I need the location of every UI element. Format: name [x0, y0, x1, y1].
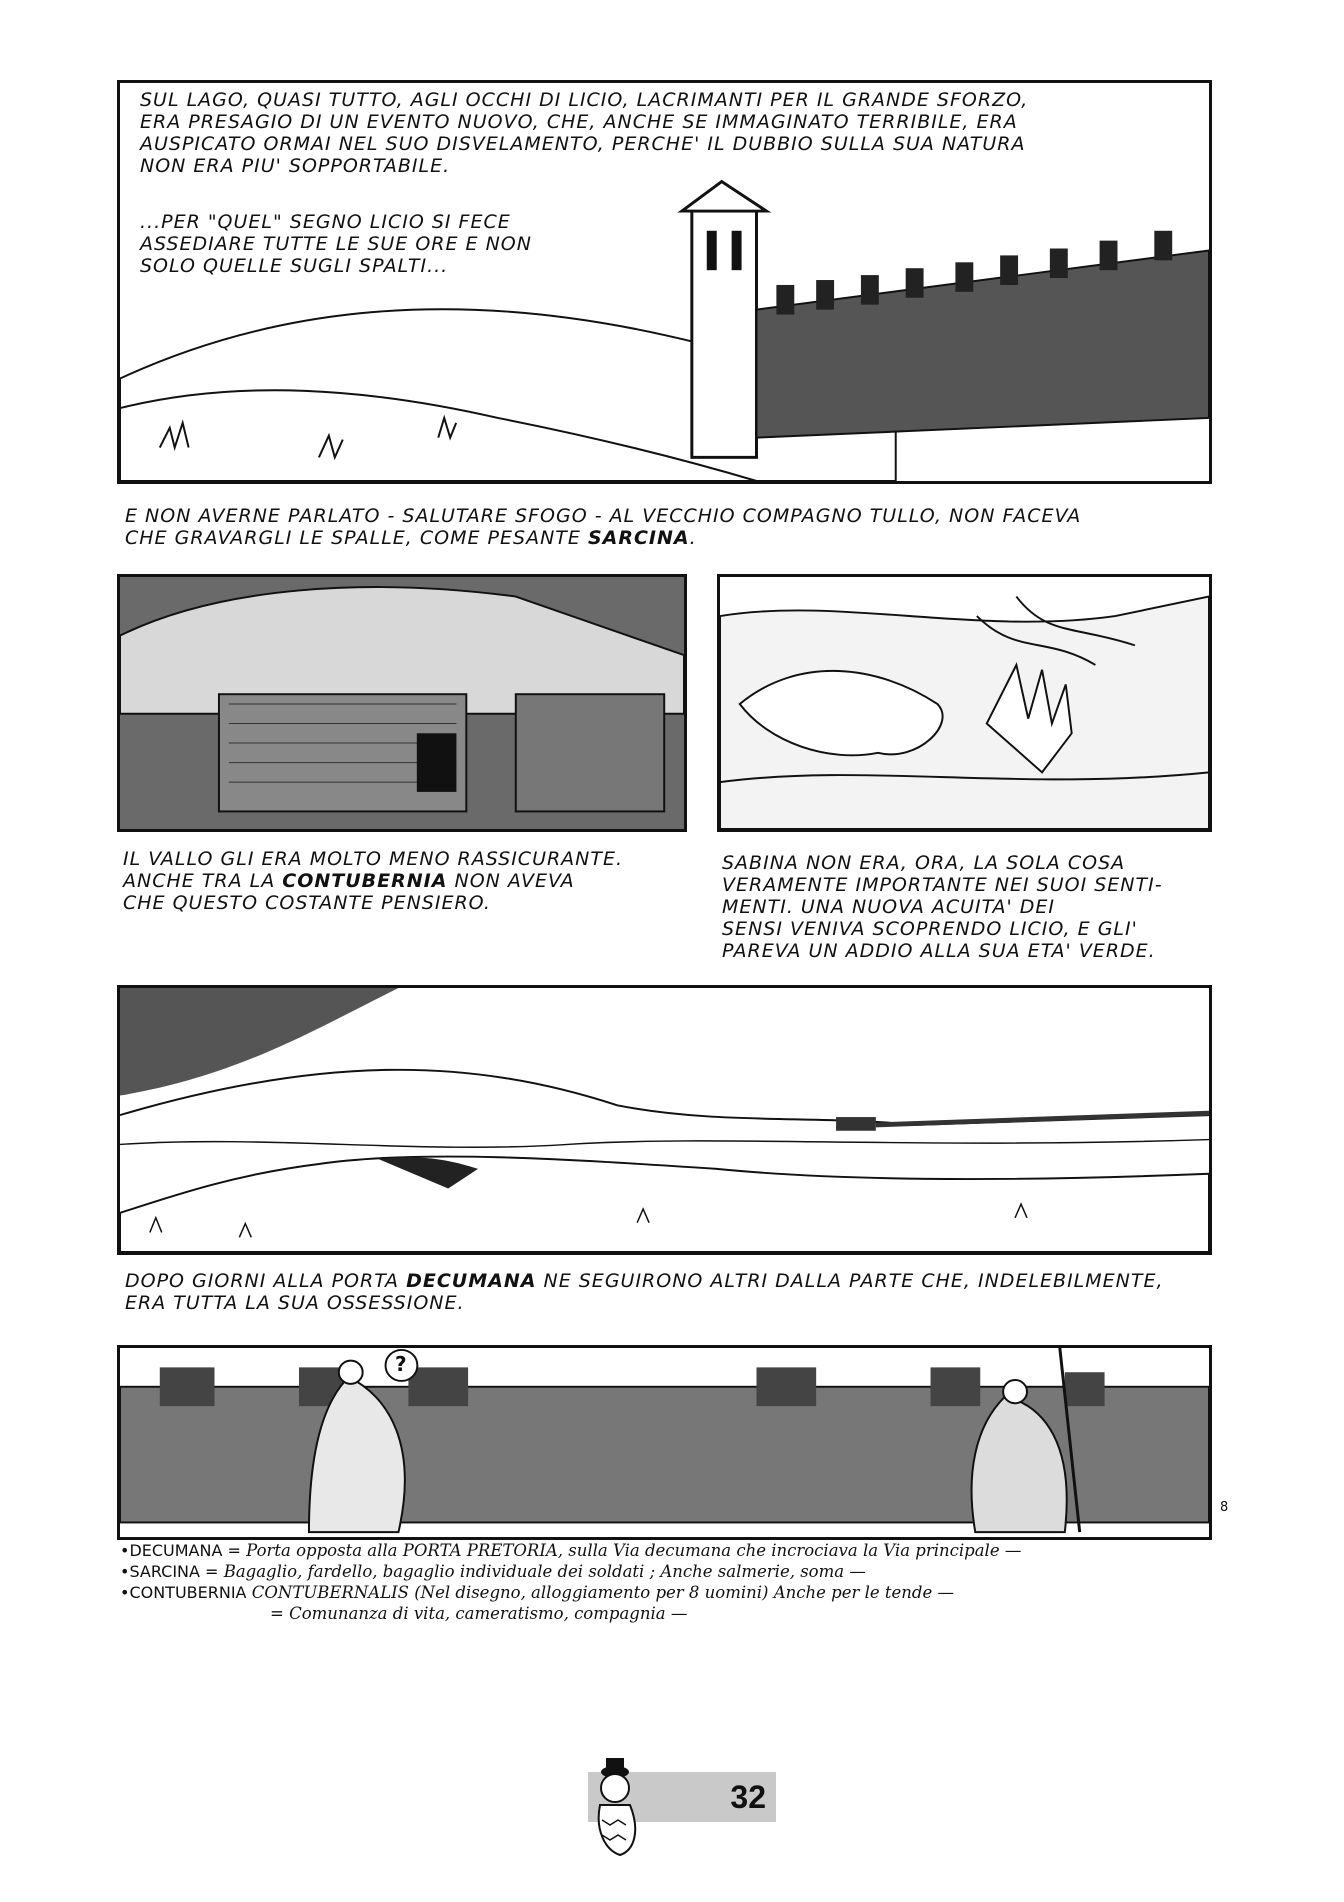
panel1-caption-mid: ...PER "QUEL" SEGNO LICIO SI FECE ASSEDIARE TUTTE LE SUE ORE E NON SOLO QUELLE SUGLI SPALTI...: [140, 211, 532, 277]
footnote-text: Porta opposta alla PORTA PRETORIA, sulla Via decumana che incrociava la Via principale —: [240, 1541, 1022, 1560]
mascot-icon: [580, 1750, 650, 1860]
caption-vallo-pre2: ANCHE TRA LA: [123, 870, 283, 892]
caption-decumana: [125, 1270, 1225, 1314]
footnote-text: = Comunanza di vita, cameratismo, compagnia —: [270, 1604, 688, 1623]
sleeper-illustration: [720, 577, 1209, 829]
panel1-caption-top: SUL LAGO, QUASI TUTTO, AGLI OCCHI DI LICIO, LACRIMANTI PER IL GRANDE SFORZO, ERA PRESAGIO DI UN EVENTO NUOVO, CHE, ANCHE SE IMMAGINATO TERRIBILE, ERA AUSPICATO ORMAI NEL SUO DISVELAMENTO, PERCHE' IL DUBBIO SULLA SUA NATURA NON ERA PIU' SOPPORTABILE.: [140, 89, 1029, 177]
caption-vallo-line3: CHE QUESTO COSTANTE PENSIERO.: [123, 892, 491, 914]
speech-bubble: ?: [395, 1352, 407, 1376]
panel-fortress: [117, 80, 1212, 484]
caption-sarcina-pre: E NON AVERNE PARLATO - SALUTARE SFOGO - AL VECCHIO COMPAGNO TULLO, NON FACEVA CHE GRAVARGLI LE SPALLE, COME PESANTE: [125, 505, 1082, 549]
caption-vallo-line1: IL VALLO GLI ERA MOLTO MENO RASSICURANTE.: [123, 848, 624, 870]
footnote-contubernia: [120, 1582, 1120, 1603]
footnotes: [120, 1540, 1120, 1624]
footnote-term: •SARCINA =: [120, 1562, 219, 1581]
caption-sarcina-post: .: [689, 527, 697, 549]
caption-sabina: SABINA NON ERA, ORA, LA SOLA COSA VERAMENTE IMPORTANTE NEI SUOI SENTI- MENTI. UNA NUOVA ACUITA' DEI SENSI VENIVA SCOPRENDO LICIO, E GLI' PAREVA UN ADDIO ALLA SUA ETA' VERDE.: [722, 852, 1163, 962]
footnote-contubernia-extra: [120, 1603, 1120, 1624]
footnote-text: Bagaglio, fardello, bagaglio individuale dei soldati ; Anche salmerie, soma —: [218, 1562, 866, 1581]
panel-number: 8: [1220, 1500, 1229, 1515]
panel-wall-soldiers: [117, 1345, 1212, 1540]
panel-sleeper: [717, 574, 1212, 832]
footnote-text: CONTUBERNALIS (Nel disegno, alloggiamento per 8 uomini) Anche per le tende —: [246, 1583, 955, 1602]
hut-illustration: [120, 577, 684, 829]
panel-landscape: [117, 985, 1212, 1255]
footnote-decumana: [120, 1540, 1120, 1561]
caption-vallo: [123, 848, 683, 914]
wall-soldiers-illustration: [120, 1348, 1209, 1537]
caption-vallo-post2: NON AVEVA: [447, 870, 575, 892]
footnote-term: •DECUMANA =: [120, 1541, 241, 1560]
caption-decumana-bold: DECUMANA: [406, 1270, 537, 1292]
caption-sarcina-bold: SARCINA: [587, 527, 690, 549]
caption-vallo-bold: CONTUBERNIA: [282, 870, 448, 892]
caption-sarcina: [125, 505, 1225, 549]
caption-decumana-post: NE SEGUIRONO ALTRI DALLA PARTE CHE, INDELEBILMENTE, ERA TUTTA LA SUA OSSESSIONE.: [125, 1270, 1164, 1314]
caption-decumana-pre: DOPO GIORNI ALLA PORTA: [125, 1270, 407, 1292]
landscape-illustration: [120, 988, 1209, 1252]
panel-hut: [117, 574, 687, 832]
page-number: 32: [588, 1772, 776, 1822]
footnote-term: •CONTUBERNIA: [120, 1583, 247, 1602]
footnote-sarcina: [120, 1561, 1120, 1582]
